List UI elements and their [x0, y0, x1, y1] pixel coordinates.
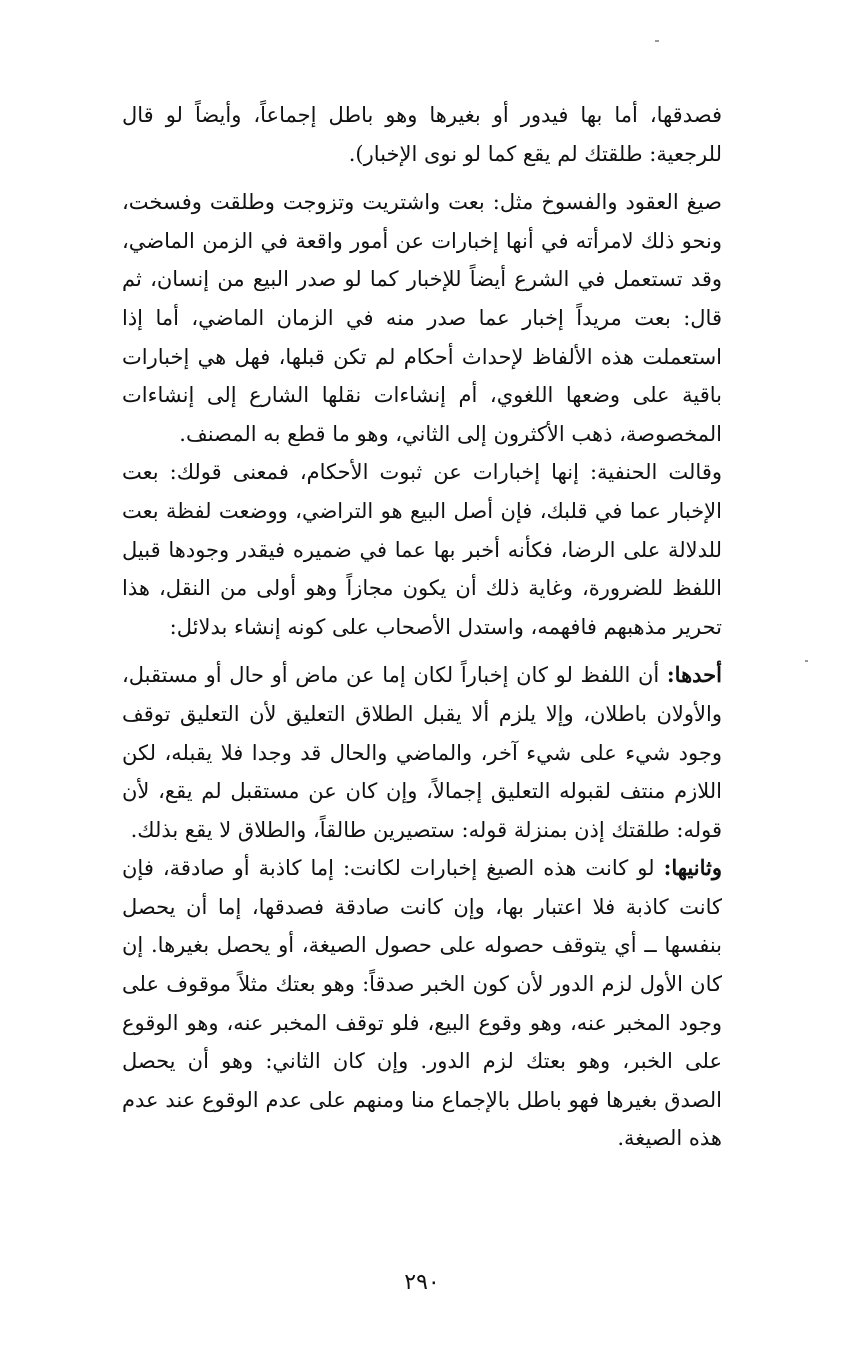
paragraph-text: لو كانت هذه الصيغ إخبارات لكانت: إما كاذبة أو صادقة، فإن كانت كاذبة فلا اعتبار بها، وإن كانت صادقة فصدقها، إما أن يحصل بنفسها ــ أي يتوقف حصوله على حصول الصيغة، أو يحصل بغيرها. إن كان الأول لزم الدور لأن كون الخبر صدقاً: وهو بعتك مثلاً موقوف على وجود المخبر عنه، وهو وقوع البيع، فلو توقف المخبر عنه، وهو الوقوع على الخبر، وهو بعتك لزم الدور. وإن كان الثاني: وهو أن يحصل الصدق بغيرها فهو باطل بالإجماع منا ومنهم على عدم الوقوع عند عدم هذه الصيغة. [122, 856, 722, 1151]
paragraph-second-proof [122, 849, 722, 1158]
paragraph-contract-forms [122, 183, 722, 453]
paragraph-hanafi-view [122, 453, 722, 646]
paragraph-lead-word: وثانيها: [663, 855, 722, 881]
paragraph-gap [122, 646, 722, 656]
scan-speck [805, 660, 808, 662]
paragraph-text: صيغ العقود والفسوخ مثل: بعت واشتريت وتزوجت وطلقت وفسخت، ونحو ذلك لامرأته في أنها إخبارات عن أمور واقعة في الزمن الماضي، وقد تستعمل في الشرع أيضاً للإخبار كما لو صدر البيع من إنسان، ثم قال: بعت مريداً إخبار عما صدر منه في الزمان الماضي، أما إذا استعملت هذه الألفاظ لإحداث أحكام لم تكن قبلها، فهل هي إخبارات باقية على وضعها اللغوي، أم إنشاءات نقلها الشارع إلى إنشاءات المخصوصة، ذهب الأكثرون إلى الثاني، وهو ما قطع به المصنف. [122, 190, 722, 446]
paragraph-text: فصدقها، أما بها فيدور أو بغيرها وهو باطل إجماعاً، وأيضاً لو قال للرجعية: طلقتك لم يقع كما لو نوى الإخبار). [122, 103, 722, 166]
scan-speck [655, 40, 659, 42]
page-body [122, 96, 722, 1158]
paragraph-continuation [122, 96, 722, 173]
paragraph-lead-word: أحدها: [666, 662, 722, 688]
paragraph-text: أن اللفظ لو كان إخباراً لكان إما عن ماض أو حال أو مستقبل، والأولان باطلان، وإلا يلزم ألا يقبل الطلاق التعليق لأن التعليق توقف وجود شيء على شيء آخر، والماضي والحال قد وجدا فلا يقبله، لكن اللازم منتف لقبوله التعليق إجمالاً، وإن كان عن مستقبل لم يقع، لأن قوله: طلقتك إذن بمنزلة قوله: ستصيرين طالقاً، والطلاق لا يقع بذلك. [122, 663, 722, 842]
paragraph-text: وقالت الحنفية: إنها إخبارات عن ثبوت الأحكام، فمعنى قولك: بعت الإخبار عما في قلبك، فإن أصل البيع هو التراضي، ووضعت لفظة بعت للدلالة على الرضا، فكأنه أخبر بها عما في ضميره فيقدر وجودها قبيل اللفظ للضرورة، وغاية ذلك أن يكون مجازاً وهو أولى من النقل، هذا تحرير مذهبهم فافهمه، واستدل الأصحاب على كونه إنشاء بدلائل: [122, 460, 722, 639]
paragraph-gap [122, 173, 722, 183]
paragraph-first-proof [122, 656, 722, 849]
page-number: ٢٩٠ [404, 1270, 440, 1295]
